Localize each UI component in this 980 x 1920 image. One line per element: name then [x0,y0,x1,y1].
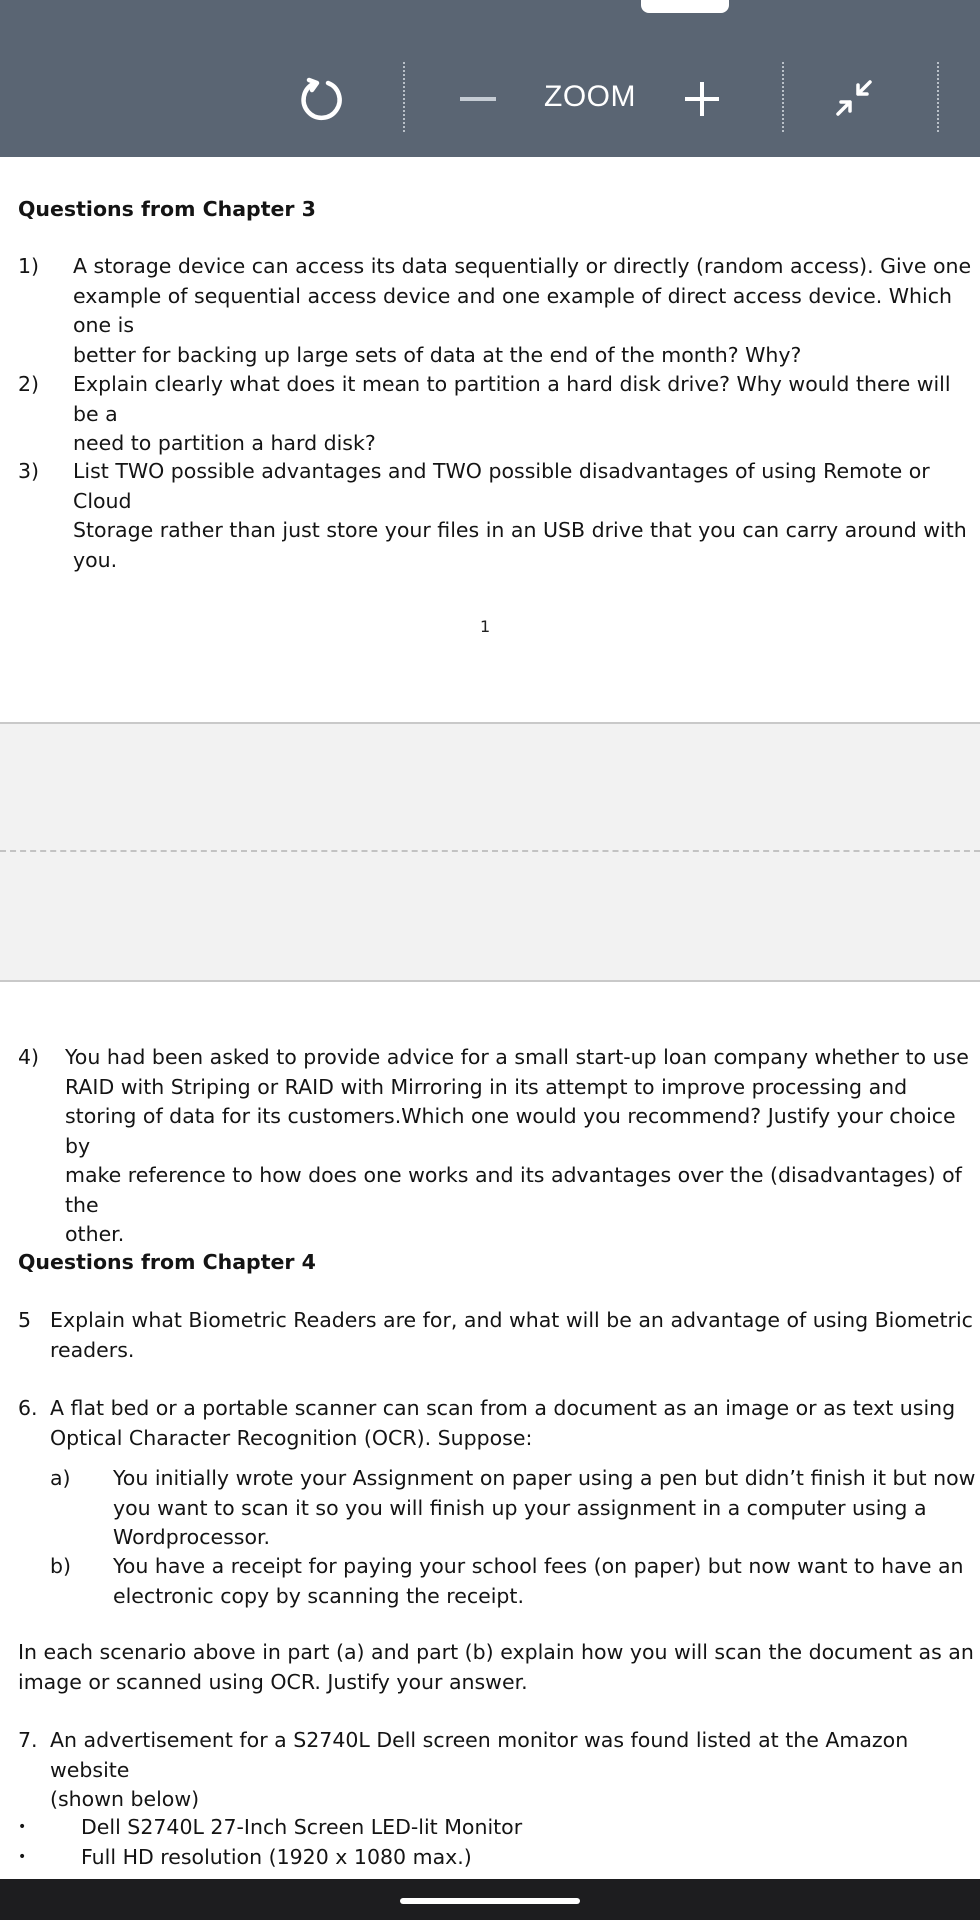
question-7-text: An advertisement for a S2740L Dell screen monitor was found listed at the Amazon website (shown below) [50,1728,909,1811]
page-number: 1 [480,617,491,636]
question-3-text: List TWO possible advantages and TWO possible disadvantages of using Remote or Cloud Storage rather than just store your files in an USB drive that you can carry around with you. [73,459,967,572]
question-number: 3) [18,459,40,483]
sub-question-label: a) [50,1466,71,1490]
bullet-icon: • [18,1819,27,1835]
question-5-text: Explain what Biometric Readers are for, and what will be an advantage of using Biometric readers. [50,1308,973,1362]
bullet-item: Full HD resolution (1920 x 1080 max.) [81,1845,472,1869]
home-indicator[interactable] [400,1898,580,1904]
scenario-instructions: In each scenario above in part (a) and part (b) explain how you will scan the document as an image or scanned using OCR. Justify your answer. [18,1640,974,1694]
question-number: 4) [18,1045,40,1069]
question-1-text: A storage device can access its data sequentially or directly (random access). Give one example of sequential access device and one example of direct access device. Which one is better for backing up large sets of data at the end of the month? Why? [73,254,972,367]
question-number: 7. [18,1728,38,1752]
question-number: 1) [18,254,40,278]
zoom-label: ZOOM [544,80,636,113]
bullet-icon: • [18,1849,27,1865]
question-6-text: A flat bed or a portable scanner can scan from a document as an image or as text using Optical Character Recognition (OCR). Suppose: [50,1396,956,1450]
question-4-text: You had been asked to provide advice for a small start-up loan company whether to use RAID with Striping or RAID with Mirroring in its attempt to improve processing and storing of data for its customers.Which one would you recommend? Justify your choice by make reference to how does one works and its advantages over the (disadvantages) of the other. [65,1045,969,1246]
question-number: 6. [18,1396,38,1420]
question-6b-text: You have a receipt for paying your school fees (on paper) but now want to have an electronic copy by scanning the receipt. [113,1554,964,1608]
page-gap [0,722,980,982]
chapter4-heading: Questions from Chapter 4 [18,1250,316,1274]
bullet-item: Dell S2740L 27-Inch Screen LED-lit Monitor [81,1815,523,1839]
question-2-text: Explain clearly what does it mean to partition a hard disk drive? Why would there will be a need to partition a hard disk? [73,372,951,455]
chapter3-heading: Questions from Chapter 3 [18,197,316,221]
sub-question-label: b) [50,1554,72,1578]
page-break-line [0,850,980,852]
question-6a-text: You initially wrote your Assignment on paper using a pen but didn’t finish it but now you want to scan it so you will finish up your assignment in a computer using a Wordprocessor. [113,1466,976,1549]
question-number: 5 [18,1308,32,1332]
question-number: 2) [18,372,40,396]
